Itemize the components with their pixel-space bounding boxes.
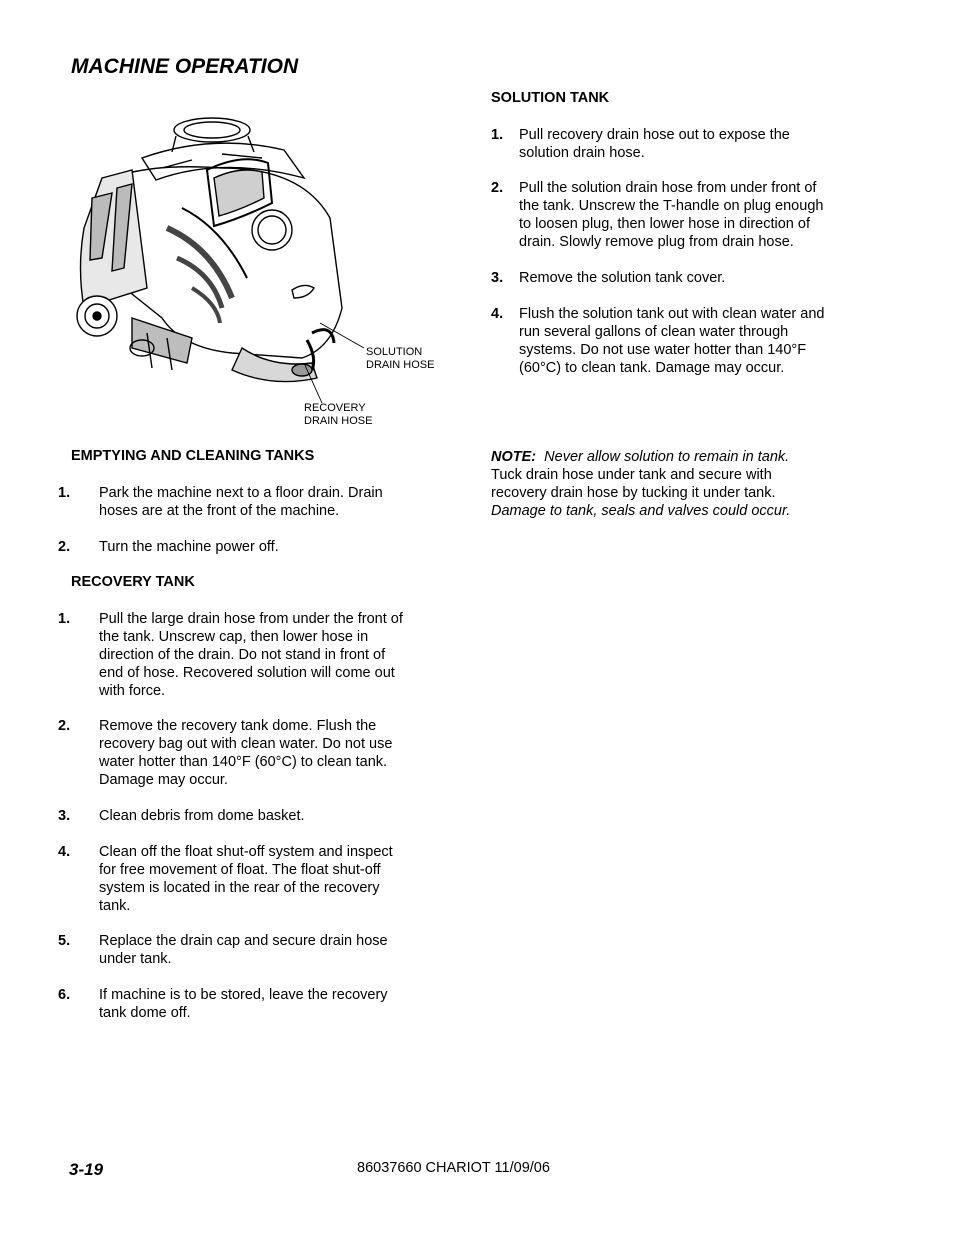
item-line: to loosen plug, then lower hose in direction of (519, 216, 810, 232)
solution-item-2 (491, 179, 871, 253)
item-number: 5. (58, 933, 71, 949)
callout-solution-drain-hose (366, 346, 434, 372)
item-line: hoses are at the front of the machine. (99, 503, 340, 519)
item-line: Remove the recovery tank dome. Flush the (99, 718, 377, 734)
recovery-item-6 (58, 986, 438, 1026)
item-number: 2. (491, 180, 504, 196)
item-line: Replace the drain cap and secure drain hose (99, 933, 388, 949)
item-line: Clean debris from dome basket. (99, 808, 305, 824)
item-line: Turn the machine power off. (99, 539, 279, 555)
item-line: Flush the solution tank out with clean water and (519, 306, 825, 322)
para-line: recovery drain hose by tucking it under tank. (491, 485, 776, 501)
callout-line: DRAIN HOSE (304, 415, 373, 427)
callout-line: RECOVERY (304, 402, 366, 414)
emptying-item-1 (58, 484, 438, 524)
tuck-paragraph (491, 466, 776, 502)
item-line: recovery bag out with clean water. Do not use (99, 736, 393, 752)
item-line: the tank. Unscrew the T-handle on plug enough (519, 198, 824, 214)
item-line: Pull the solution drain hose from under front of (519, 180, 817, 196)
doc-info: 86037660 CHARIOT 11/09/06 (357, 1160, 550, 1176)
item-line: Pull the large drain hose from under the front of (99, 611, 403, 627)
callout-line: DRAIN HOSE (366, 359, 435, 371)
item-line: Park the machine next to a floor drain. Drain (99, 485, 383, 501)
item-line: under tank. (99, 951, 172, 967)
item-line: Damage may occur. (99, 772, 228, 788)
recovery-item-2 (58, 717, 438, 791)
item-line: Remove the solution tank cover. (519, 270, 726, 286)
recovery-item-3 (58, 807, 438, 827)
item-number: 2. (58, 718, 71, 734)
item-number: 3. (491, 270, 504, 286)
note-line: Damage to tank, seals and valves could occur. (491, 503, 791, 519)
item-number: 2. (58, 539, 71, 555)
callout-line: SOLUTION (366, 346, 423, 358)
item-number: 1. (58, 611, 71, 627)
recovery-item-4 (58, 843, 438, 917)
item-line: system is located in the rear of the recovery (99, 880, 380, 896)
note-line: Never allow solution to remain in tank. (536, 449, 790, 465)
page-number: 3-19 (69, 1160, 104, 1179)
solution-heading: SOLUTION TANK (491, 90, 610, 106)
item-line: tank dome off. (99, 1005, 191, 1021)
page-title: MACHINE OPERATION (71, 55, 299, 78)
para-line: Tuck drain hose under tank and secure with (491, 467, 772, 483)
item-line: Pull recovery drain hose out to expose the (519, 127, 790, 143)
item-line: with force. (99, 683, 166, 699)
item-line: solution drain hose. (519, 145, 645, 161)
item-number: 6. (58, 987, 71, 1003)
item-line: systems. Do not use water hotter than 140°F (519, 342, 807, 358)
item-line: If machine is to be stored, leave the recovery (99, 987, 388, 1003)
machine-illustration (72, 108, 372, 413)
item-line: for free movement of float. The float shut-off (99, 862, 381, 878)
item-line: drain. Slowly remove plug from drain hose. (519, 234, 794, 250)
recovery-item-1 (58, 610, 438, 702)
item-line: direction of the drain. Do not stand in front of (99, 647, 386, 663)
item-number: 1. (491, 127, 504, 143)
emptying-item-2 (58, 538, 438, 558)
solution-item-1 (491, 126, 871, 166)
item-line: Clean off the float shut-off system and inspect (99, 844, 393, 860)
item-line: run several gallons of clean water through (519, 324, 789, 340)
item-number: 1. (58, 485, 71, 501)
recovery-item-5 (58, 932, 438, 972)
solution-item-3 (491, 269, 871, 289)
solution-item-4 (491, 305, 871, 379)
recovery-heading: RECOVERY TANK (71, 574, 195, 590)
item-line: water hotter than 140°F (60°C) to clean tank. (99, 754, 388, 770)
emptying-heading: EMPTYING AND CLEANING TANKS (71, 448, 315, 464)
note-label: NOTE: (491, 449, 537, 465)
callout-recovery-drain-hose (304, 402, 372, 428)
item-line: tank. (99, 898, 131, 914)
item-line: the tank. Unscrew cap, then lower hose in (99, 629, 369, 645)
item-line: (60°C) to clean tank. Damage may occur. (519, 360, 785, 376)
item-number: 4. (58, 844, 71, 860)
item-number: 3. (58, 808, 71, 824)
item-line: end of hose. Recovered solution will come out (99, 665, 395, 681)
item-number: 4. (491, 306, 504, 322)
